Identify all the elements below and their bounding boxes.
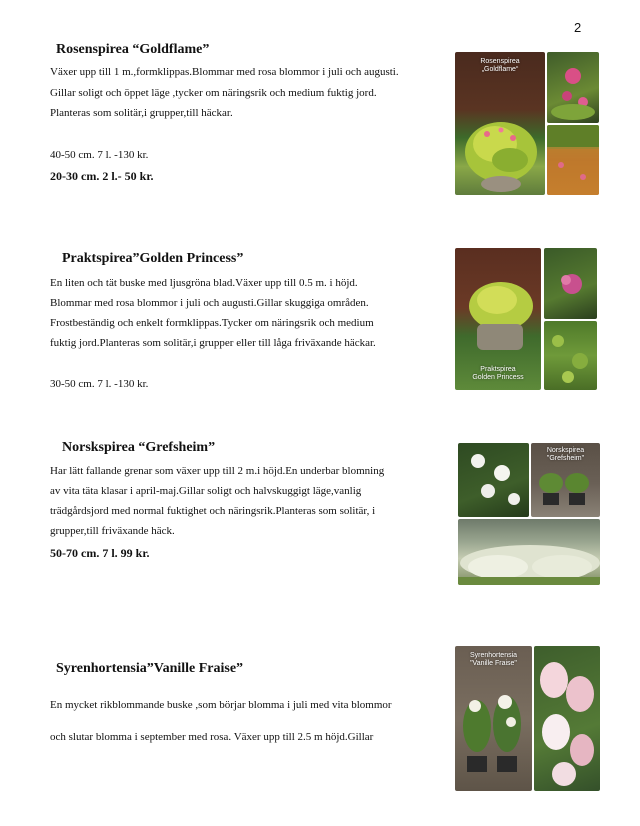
description-line: fuktig jord.Planteras som solitär,i grupper eller till låga friväxande häckar. [50, 337, 376, 349]
grefsheim-hedge-photo [458, 519, 600, 585]
description-line: Planteras som solitär,i grupper,till häckar. [50, 107, 233, 119]
price-line: 30-50 cm. 7 l. -130 kr. [50, 378, 149, 390]
vanille-fraise-potted-photo [455, 646, 532, 791]
photo-caption-line: Praktspirea [480, 366, 516, 373]
photo-caption-line: Rosenspirea [480, 58, 520, 65]
grefsheim-flower-photo [458, 443, 529, 517]
photo-caption-line: Golden Princess [472, 374, 524, 381]
product-title: Praktspirea”Golden Princess” [62, 251, 244, 266]
vanille-fraise-flower-photo [534, 646, 600, 791]
page-number: 2 [574, 20, 582, 35]
product-title: Norskspirea “Grefsheim” [62, 440, 216, 455]
description-line: och slutar blomma i september med rosa. Växer upp till 2.5 m höjd.Gillar [50, 731, 374, 743]
description-line: En liten och tät buske med ljusgröna blad.Växer upp till 0.5 m. i höjd. [50, 277, 358, 289]
goldflame-main-photo [455, 52, 545, 195]
price-line: 50-70 cm. 7 l. 99 kr. [50, 546, 150, 560]
photo-caption-line: "Vanille Fraise" [470, 660, 517, 667]
grefsheim-potted-photo [531, 443, 600, 517]
description-line: grupper,till friväxande häck. [50, 525, 175, 537]
product-title: Rosenspirea “Goldflame” [56, 42, 210, 57]
description-line: Gillar soligt och öppet läge ,tycker om näringsrik och medium fuktig jord. [50, 87, 377, 99]
product-title: Syrenhortensia”Vanille Fraise” [56, 661, 244, 676]
golden-princess-main-photo [455, 248, 541, 390]
description-line: trädgårdsjord med normal fuktighet och näringsrik.Planteras som solitär, i [50, 505, 376, 517]
photo-caption-line: „Goldflame“ [481, 66, 519, 73]
description-line: Har lätt fallande grenar som växer upp till 2 m.i höjd.En underbar blomning [50, 465, 385, 477]
description-line: Blommar med rosa blommor i juli och augusti.Gillar skuggiga områden. [50, 297, 369, 309]
description-line: Frostbeständig och enkelt formklippas.Tycker om näringsrik och medium [50, 317, 374, 329]
photo-caption-line: "Grefsheim" [546, 455, 585, 462]
price-line: 40-50 cm. 7 l. -130 kr. [50, 149, 149, 161]
goldflame-hedge-photo [547, 125, 599, 195]
golden-princess-foliage-photo [544, 321, 597, 390]
photo-caption-line: Norskspirea [546, 447, 585, 454]
description-line: Växer upp till 1 m.,formklippas.Blommar med rosa blommor i juli och augusti. [50, 66, 399, 78]
description-line: En mycket rikblommande buske ,som börjar blomma i juli med vita blommor [50, 699, 392, 711]
goldflame-flower-closeup-photo [547, 52, 599, 123]
photo-caption-line: Syrenhortensia [469, 652, 518, 659]
price-line: 20-30 cm. 2 l.- 50 kr. [50, 169, 154, 183]
description-line: av vita täta klasar i april-maj.Gillar soligt och halvskuggigt läge,vanlig [50, 485, 362, 497]
golden-princess-flower-photo [544, 248, 597, 319]
